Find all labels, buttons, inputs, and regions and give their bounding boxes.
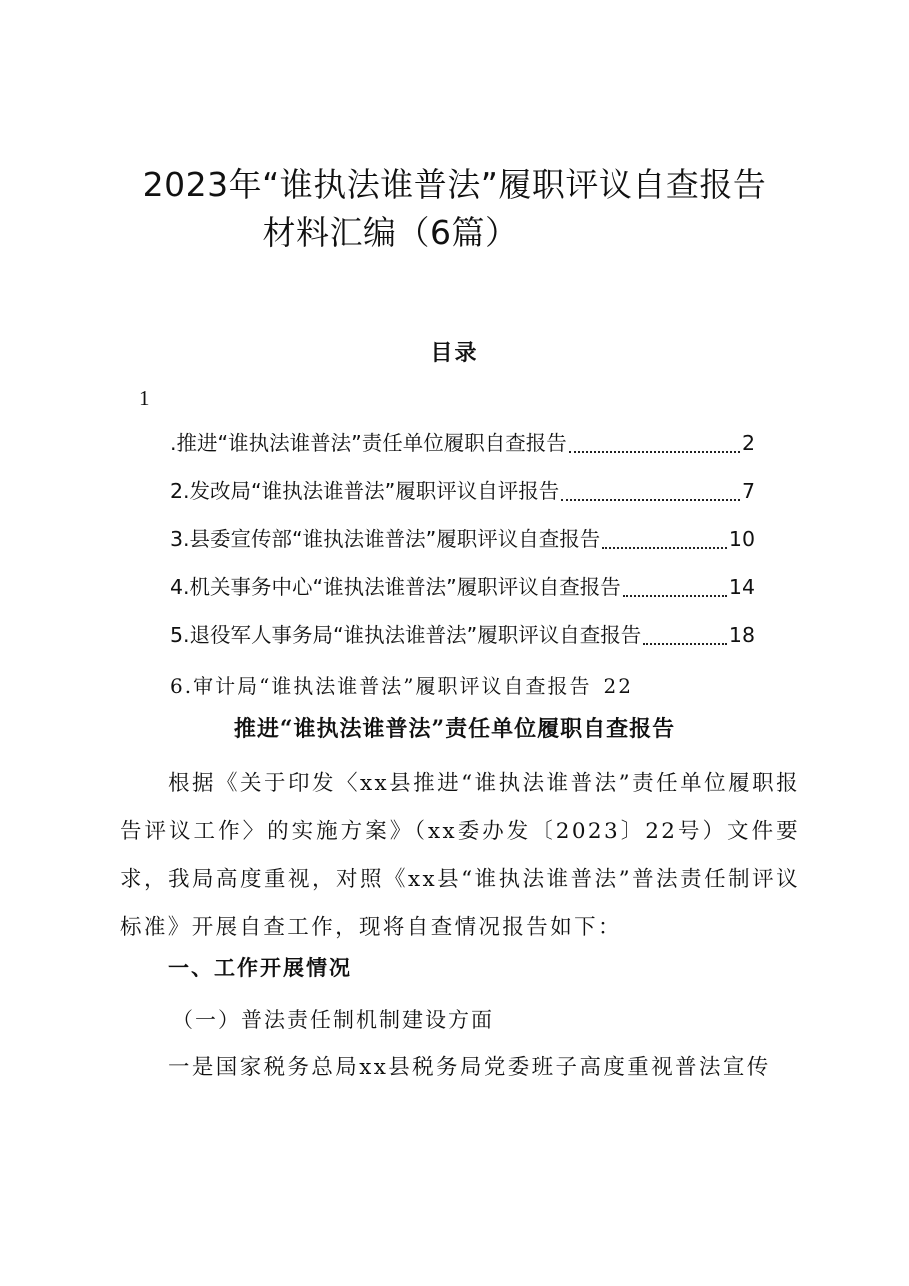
toc-entry-page: 18 — [728, 623, 755, 647]
toc-entry-title: 3.县委宣传部“谁执法谁普法”履职评议自查报告 — [170, 527, 601, 551]
toc-entry-2[interactable] — [170, 474, 755, 510]
toc-entry-title: .推进“谁执法谁普法”责任单位履职自查报告 — [170, 431, 567, 455]
toc-entry-title: 4.机关事务中心“谁执法谁普法”履职评议自查报告 — [170, 575, 621, 599]
toc-leader-dots — [643, 643, 727, 645]
toc-leader-dots — [602, 547, 727, 549]
toc-entry-page: 22 — [603, 674, 633, 698]
document-title-line-1: 2023年“谁执法谁普法”履职评议自查报告 — [142, 165, 767, 204]
toc-entry-page: 10 — [728, 527, 755, 551]
toc-entry-page: 2 — [741, 431, 755, 455]
body-paragraph-1: 根据《关于印发〈xx县推进“谁执法谁普法”责任单位履职报告评议工作〉的实施方案》（xx委办发〔2023〕22号）文件要求，我局高度重视，对照《xx县“谁执法谁普法”普法责任制评议标准》开展自查工作，现将自查情况报告如下： — [120, 771, 800, 940]
toc-entry-page: 7 — [741, 479, 755, 503]
toc-entry-page: 14 — [728, 575, 755, 599]
heading-level-2: （一）普法责任制机制建设方面 — [172, 1008, 494, 1032]
toc-entry-5[interactable] — [170, 618, 755, 654]
toc-leader-dots — [623, 595, 727, 597]
toc-entry-title: 2.发改局“谁执法谁普法”履职评议自评报告 — [170, 479, 560, 503]
heading-level-1: 一、工作开展情况 — [168, 956, 352, 980]
section-title: 推进“谁执法谁普法”责任单位履职自查报告 — [233, 716, 676, 742]
toc-entry-6[interactable] — [170, 670, 633, 706]
body-paragraph-2: 一是国家税务总局xx县税务局党委班子高度重视普法宣传 — [168, 1055, 771, 1080]
toc-entry-title: 5.退役军人事务局“谁执法谁普法”履职评议自查报告 — [170, 623, 642, 647]
toc-stray-number: 1 — [139, 386, 150, 410]
toc-entry-title: 6.审计局“谁执法谁普法”履职评议自查报告 — [170, 674, 592, 698]
document-title-line-2: 材料汇编（6篇） — [262, 213, 519, 252]
toc-entry-4[interactable] — [170, 570, 755, 606]
toc-entry-3[interactable] — [170, 522, 755, 558]
toc-heading: 目录 — [430, 340, 479, 366]
toc-leader-dots — [569, 451, 740, 453]
toc-leader-dots — [561, 499, 740, 501]
toc-entry-1[interactable] — [170, 426, 755, 462]
